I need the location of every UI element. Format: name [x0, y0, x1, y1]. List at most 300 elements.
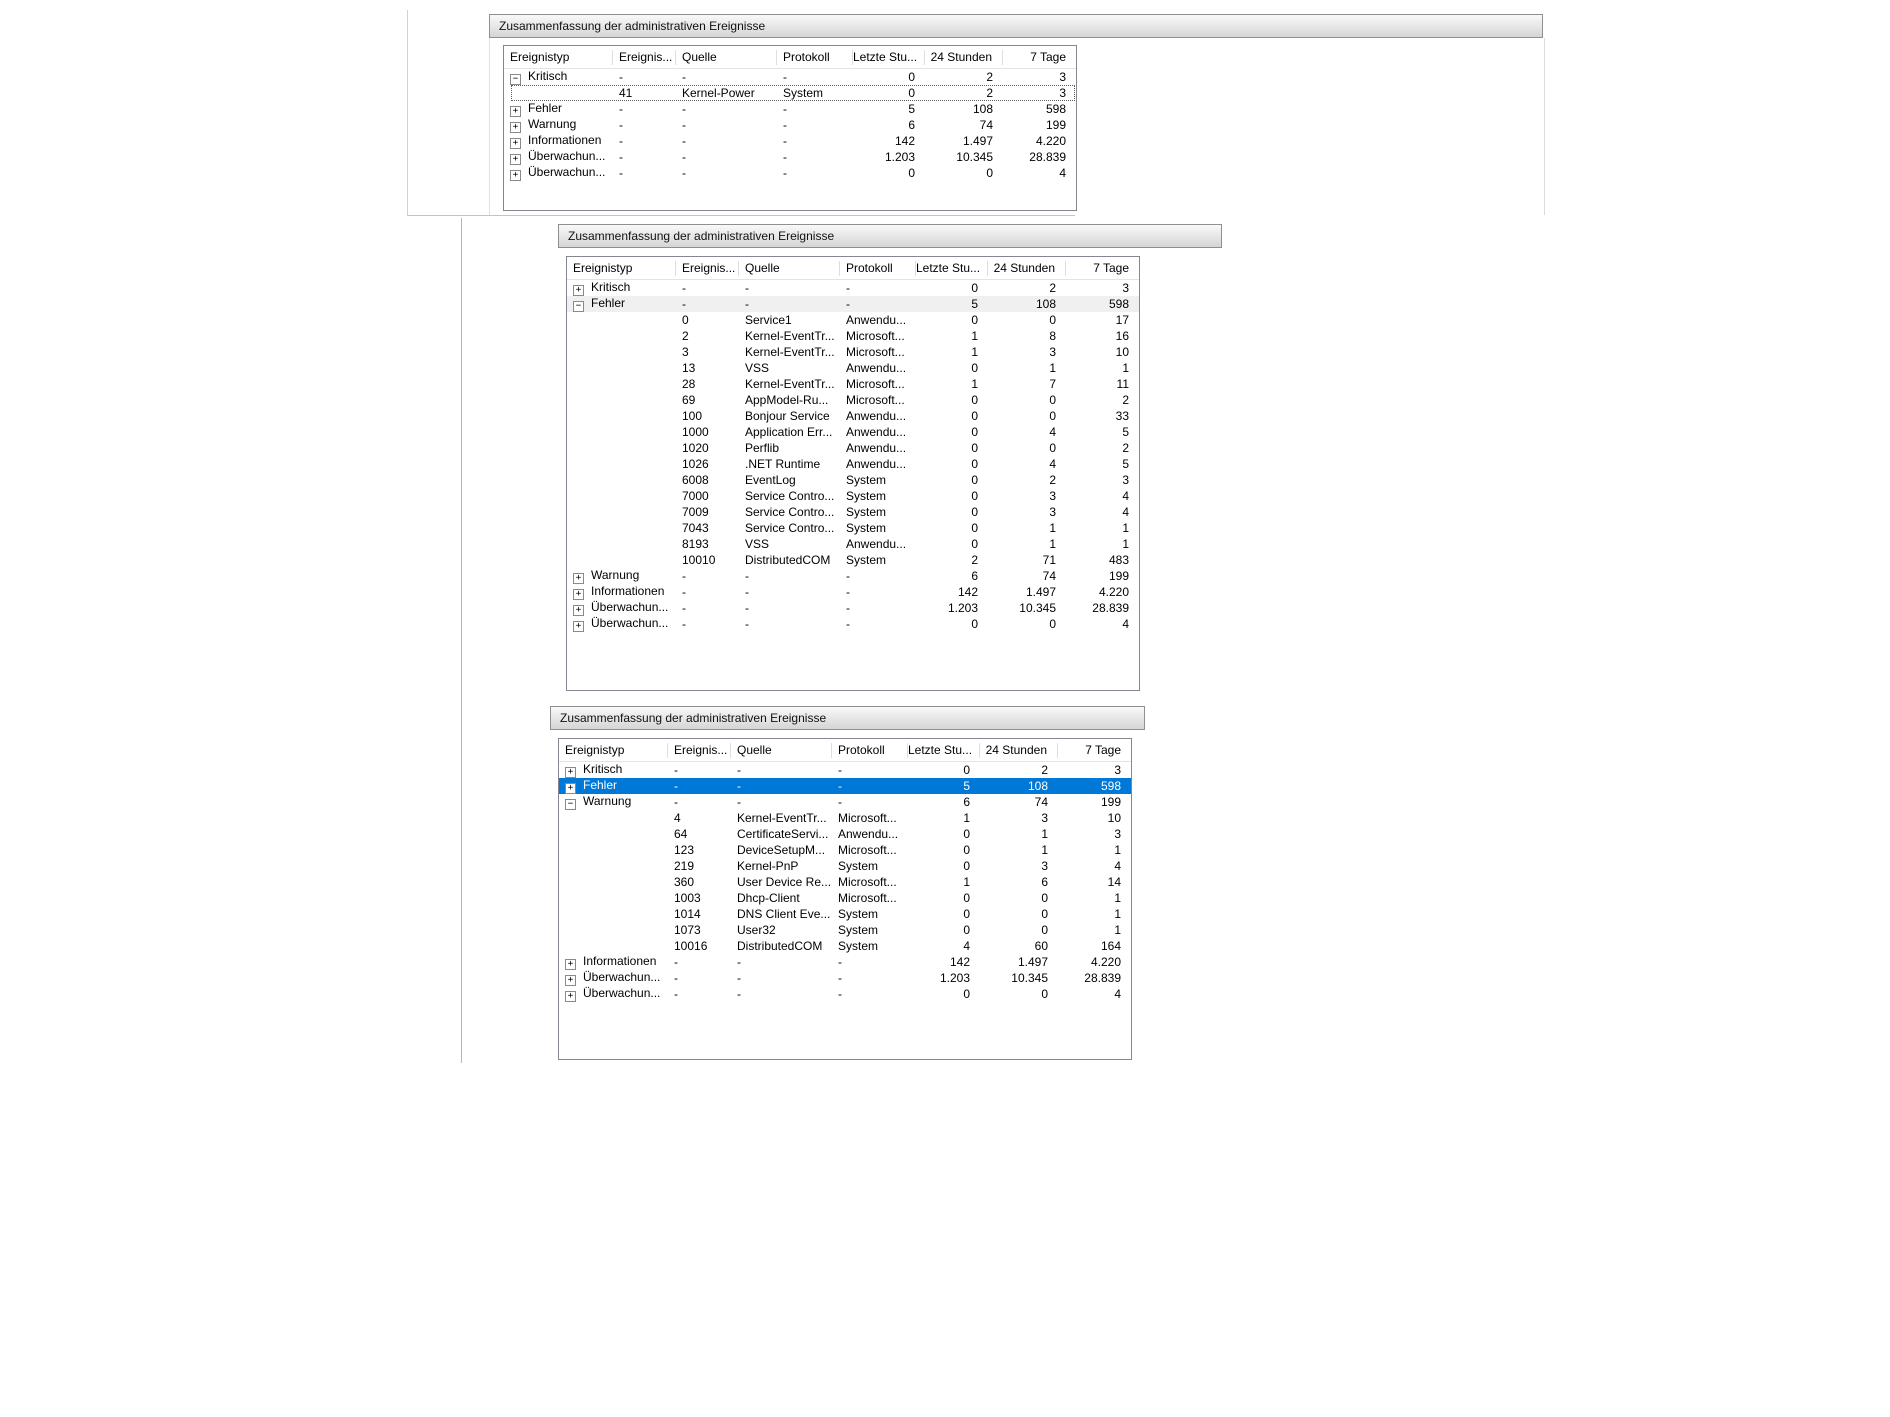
column-header-7-tage[interactable]: 7 Tage	[1085, 742, 1121, 757]
cell-quelle: -	[737, 795, 741, 809]
cell-7-tage: 28.839	[1092, 601, 1129, 615]
event-summary-table	[503, 45, 1077, 211]
cell-ereignis-id: -	[674, 955, 678, 969]
detail-row[interactable]	[559, 938, 1131, 954]
cell-quelle: AppModel-Ru...	[745, 393, 829, 407]
table-header	[504, 46, 1076, 69]
cell-ereignis-id: 100	[682, 409, 703, 423]
group-label: Überwachun...	[528, 165, 606, 179]
group-label: Überwachun...	[591, 600, 669, 614]
cell-letzte-stunde: 1	[963, 811, 970, 825]
cell-quelle: -	[682, 102, 686, 116]
cell-quelle: VSS	[745, 361, 770, 375]
cell-ereignistyp	[504, 133, 613, 149]
cell-protokoll: Microsoft...	[846, 345, 905, 359]
cell-24-stunden: 1	[1041, 843, 1048, 857]
cell-quelle: Kernel-Power	[682, 86, 755, 100]
cell-ereignis-id: 10016	[674, 939, 708, 953]
column-header-letzte-stunde[interactable]: Letzte Stu...	[908, 743, 980, 758]
cell-24-stunden: 0	[1049, 441, 1056, 455]
cell-24-stunden: 10.345	[956, 150, 993, 164]
cell-7-tage: 3	[1114, 763, 1121, 777]
cell-protokoll: Anwendu...	[846, 425, 907, 439]
cell-quelle: DistributedCOM	[745, 553, 831, 567]
cell-protokoll: System	[846, 521, 887, 535]
cell-ereignistyp	[504, 69, 613, 85]
detail-row[interactable]	[559, 874, 1131, 890]
cell-7-tage: 4	[1122, 617, 1129, 631]
cell-24-stunden: 3	[1049, 489, 1056, 503]
cell-ereignistyp	[504, 149, 613, 165]
cell-ereignis-id: 64	[674, 827, 688, 841]
group-row[interactable]	[504, 69, 1076, 85]
tree-expand-icon[interactable]: +	[565, 975, 576, 986]
group-label: Fehler	[583, 778, 618, 792]
group-row[interactable]	[559, 970, 1131, 986]
tree-collapse-icon[interactable]: −	[510, 74, 521, 85]
cell-7-tage: 28.839	[1029, 150, 1066, 164]
cell-letzte-stunde: 1	[963, 875, 970, 889]
tree-expand-icon[interactable]: +	[565, 991, 576, 1002]
cell-7-tage: 598	[1045, 102, 1066, 116]
window-edge-line	[461, 218, 462, 1063]
table-header	[559, 739, 1131, 762]
cell-quelle: DistributedCOM	[737, 939, 823, 953]
cell-quelle: CertificateServi...	[737, 827, 829, 841]
column-header-7-tage[interactable]: 7 Tage	[1030, 49, 1066, 64]
group-row[interactable]	[504, 165, 1076, 181]
group-row[interactable]	[504, 101, 1076, 117]
cell-24-stunden: 74	[1034, 795, 1048, 809]
cell-7-tage: 4	[1059, 166, 1066, 180]
cell-protokoll: Anwendu...	[846, 441, 907, 455]
column-header-protokoll[interactable]: Protokoll	[840, 261, 916, 276]
cell-letzte-stunde: 0	[971, 521, 978, 535]
group-label: Warnung	[583, 794, 632, 808]
detail-row[interactable]	[567, 520, 1139, 536]
cell-letzte-stunde: 142	[894, 134, 915, 148]
detail-row[interactable]	[559, 858, 1131, 874]
cell-7-tage: 1	[1114, 923, 1121, 937]
cell-24-stunden: 71	[1042, 553, 1056, 567]
cell-quelle: -	[737, 779, 741, 793]
cell-protokoll: -	[838, 763, 842, 777]
cell-7-tage: 3	[1122, 473, 1129, 487]
cell-quelle: User Device Re...	[737, 875, 832, 889]
cell-24-stunden: 0	[1041, 891, 1048, 905]
cell-7-tage: 199	[1100, 795, 1121, 809]
cell-ereignistyp	[567, 296, 676, 312]
detail-row[interactable]	[559, 922, 1131, 938]
tree-expand-icon[interactable]: +	[510, 106, 521, 117]
cell-quelle: Kernel-EventTr...	[737, 811, 827, 825]
tree-expand-icon[interactable]: +	[510, 138, 521, 149]
cell-7-tage: 1	[1122, 521, 1129, 535]
cell-protokoll: -	[783, 70, 787, 84]
cell-quelle: -	[682, 118, 686, 132]
cell-quelle: -	[682, 166, 686, 180]
cell-letzte-stunde: 0	[971, 409, 978, 423]
cell-ereignis-id: 69	[682, 393, 696, 407]
cell-letzte-stunde: 1	[971, 377, 978, 391]
detail-row[interactable]	[559, 890, 1131, 906]
cell-24-stunden: 1	[1049, 521, 1056, 535]
window-edge-line	[407, 215, 1075, 216]
group-label: Informationen	[591, 584, 665, 598]
cell-7-tage: 10	[1115, 345, 1129, 359]
column-header-ereignistyp[interactable]: Ereignistyp	[504, 50, 613, 65]
cell-ereignis-id: 1000	[682, 425, 709, 439]
cell-24-stunden: 3	[1049, 345, 1056, 359]
group-row[interactable]	[559, 794, 1131, 810]
table-body	[504, 69, 1076, 181]
tree-expand-icon[interactable]: +	[510, 122, 521, 133]
group-row[interactable]	[567, 584, 1139, 600]
cell-7-tage: 1	[1122, 361, 1129, 375]
cell-protokoll: Anwendu...	[838, 827, 899, 841]
group-row[interactable]	[504, 149, 1076, 165]
cell-quelle: -	[682, 134, 686, 148]
cell-quelle: -	[737, 763, 741, 777]
cell-ereignis-id: 10010	[682, 553, 716, 567]
cell-ereignistyp	[567, 280, 676, 296]
cell-quelle: -	[737, 971, 741, 985]
cell-24-stunden: 108	[1027, 779, 1048, 793]
detail-row[interactable]	[567, 552, 1139, 568]
cell-ereignis-id: -	[682, 585, 686, 599]
cell-24-stunden: 0	[1041, 923, 1048, 937]
cell-letzte-stunde: 5	[963, 779, 970, 793]
cell-protokoll: -	[846, 585, 850, 599]
cell-letzte-stunde: 1.203	[939, 971, 970, 985]
detail-row[interactable]	[567, 312, 1139, 328]
cell-protokoll: System	[846, 489, 887, 503]
column-header-24-stunden[interactable]: 24 Stunden	[988, 261, 1066, 276]
detail-row[interactable]	[567, 376, 1139, 392]
detail-row[interactable]	[567, 360, 1139, 376]
cell-protokoll: Anwendu...	[846, 537, 907, 551]
cell-7-tage: 199	[1045, 118, 1066, 132]
column-header-ereignistyp[interactable]: Ereignistyp	[567, 261, 676, 276]
cell-24-stunden: 2	[986, 70, 993, 84]
cell-7-tage: 5	[1122, 425, 1129, 439]
detail-row[interactable]	[567, 536, 1139, 552]
cell-24-stunden: 1.497	[962, 134, 993, 148]
detail-row[interactable]	[567, 392, 1139, 408]
cell-ereignis-id: -	[619, 70, 623, 84]
cell-quelle: Application Err...	[745, 425, 833, 439]
cell-letzte-stunde: 0	[908, 166, 915, 180]
cell-7-tage: 2	[1122, 393, 1129, 407]
cell-24-stunden: 10.345	[1019, 601, 1056, 615]
cell-protokoll: System	[783, 86, 824, 100]
cell-ereignis-id: 8193	[682, 537, 709, 551]
tree-expand-icon[interactable]: +	[565, 783, 576, 794]
tree-expand-icon[interactable]: +	[573, 573, 584, 584]
cell-ereignis-id: -	[674, 987, 678, 1001]
cell-letzte-stunde: 142	[949, 955, 970, 969]
cell-ereignis-id: -	[674, 779, 678, 793]
column-header-protokoll[interactable]: Protokoll	[777, 50, 853, 65]
cell-quelle: VSS	[745, 537, 770, 551]
cell-24-stunden: 1	[1041, 827, 1048, 841]
column-header-letzte-stunde[interactable]: Letzte Stu...	[853, 50, 925, 65]
detail-row[interactable]	[559, 826, 1131, 842]
table-body	[567, 280, 1139, 632]
cell-ereignis-id: 1073	[674, 923, 701, 937]
cell-ereignis-id: 2	[682, 329, 689, 343]
column-header-7-tage[interactable]: 7 Tage	[1093, 260, 1129, 275]
cell-ereignistyp	[567, 568, 676, 584]
cell-protokoll: -	[846, 601, 850, 615]
cell-7-tage: 1	[1114, 843, 1121, 857]
cell-7-tage: 1	[1114, 907, 1121, 921]
cell-7-tage: 2	[1122, 441, 1129, 455]
cell-letzte-stunde: 0	[971, 457, 978, 471]
cell-ereignistyp	[567, 616, 676, 632]
cell-7-tage: 3	[1059, 86, 1066, 100]
group-label: Fehler	[591, 296, 626, 310]
detail-row[interactable]	[567, 408, 1139, 424]
cell-ereignis-id: 6008	[682, 473, 709, 487]
tree-expand-icon[interactable]: +	[565, 959, 576, 970]
detail-row[interactable]	[567, 424, 1139, 440]
cell-7-tage: 5	[1122, 457, 1129, 471]
cell-7-tage: 4	[1114, 987, 1121, 1001]
cell-letzte-stunde: 0	[963, 763, 970, 777]
tree-expand-icon[interactable]: +	[573, 589, 584, 600]
cell-protokoll: -	[838, 971, 842, 985]
column-header-24-stunden[interactable]: 24 Stunden	[925, 50, 1003, 65]
cell-letzte-stunde: 0	[971, 361, 978, 375]
cell-letzte-stunde: 1	[971, 329, 978, 343]
column-header-letzte-stunde[interactable]: Letzte Stu...	[916, 261, 988, 276]
cell-letzte-stunde: 2	[971, 553, 978, 567]
cell-letzte-stunde: 0	[971, 617, 978, 631]
column-header-quelle[interactable]: Quelle	[731, 743, 832, 758]
group-label: Informationen	[583, 954, 657, 968]
cell-letzte-stunde: 0	[963, 923, 970, 937]
cell-ereignistyp	[504, 101, 613, 117]
cell-ereignistyp	[504, 165, 613, 181]
tree-expand-icon[interactable]: +	[565, 767, 576, 778]
cell-letzte-stunde: 6	[971, 569, 978, 583]
cell-letzte-stunde: 0	[971, 393, 978, 407]
group-row[interactable]	[559, 986, 1131, 1002]
cell-7-tage: 11	[1116, 377, 1129, 391]
cell-ereignistyp	[567, 584, 676, 600]
cell-quelle: Service Contro...	[745, 505, 835, 519]
group-label: Überwachun...	[528, 149, 606, 163]
tree-collapse-icon[interactable]: −	[573, 301, 584, 312]
cell-quelle: -	[745, 297, 749, 311]
column-header-quelle[interactable]: Quelle	[676, 50, 777, 65]
cell-letzte-stunde: 0	[908, 70, 915, 84]
cell-protokoll: System	[846, 553, 887, 567]
detail-row[interactable]	[504, 85, 1076, 101]
group-row[interactable]	[567, 296, 1139, 312]
panel-title: Zusammenfassung der administrativen Ereignisse	[558, 224, 1222, 248]
cell-24-stunden: 0	[1041, 987, 1048, 1001]
cell-7-tage: 3	[1122, 281, 1129, 295]
cell-letzte-stunde: 4	[963, 939, 970, 953]
cell-protokoll: -	[846, 617, 850, 631]
cell-7-tage: 199	[1108, 569, 1129, 583]
cell-ereignis-id: -	[682, 297, 686, 311]
tree-expand-icon[interactable]: +	[573, 621, 584, 632]
cell-24-stunden: 4	[1049, 457, 1056, 471]
cell-7-tage: 3	[1059, 70, 1066, 84]
cell-7-tage: 598	[1108, 297, 1129, 311]
cell-letzte-stunde: 1.203	[884, 150, 915, 164]
cell-7-tage: 28.839	[1084, 971, 1121, 985]
cell-quelle: Dhcp-Client	[737, 891, 800, 905]
detail-row[interactable]	[559, 810, 1131, 826]
cell-7-tage: 483	[1108, 553, 1129, 567]
cell-letzte-stunde: 0	[971, 489, 978, 503]
cell-ereignis-id: -	[682, 601, 686, 615]
cell-24-stunden: 1	[1049, 537, 1056, 551]
detail-row[interactable]	[567, 488, 1139, 504]
cell-quelle: -	[682, 70, 686, 84]
cell-24-stunden: 74	[979, 118, 993, 132]
cell-24-stunden: 2	[986, 86, 993, 100]
cell-ereignis-id: 7043	[682, 521, 709, 535]
cell-protokoll: System	[838, 939, 879, 953]
group-row[interactable]	[559, 778, 1131, 794]
cell-24-stunden: 2	[1049, 473, 1056, 487]
cell-letzte-stunde: 0	[971, 473, 978, 487]
event-summary-table	[566, 256, 1140, 691]
cell-ereignis-id: -	[682, 281, 686, 295]
cell-quelle: Service1	[745, 313, 792, 327]
cell-protokoll: Microsoft...	[838, 843, 897, 857]
window-edge-line	[407, 10, 408, 216]
cell-protokoll: Anwendu...	[846, 409, 907, 423]
detail-row[interactable]	[567, 344, 1139, 360]
detail-row[interactable]	[567, 440, 1139, 456]
group-row[interactable]	[567, 600, 1139, 616]
cell-7-tage: 4	[1122, 505, 1129, 519]
cell-24-stunden: 6	[1041, 875, 1048, 889]
cell-protokoll: System	[846, 473, 887, 487]
cell-ereignis-id: -	[674, 971, 678, 985]
cell-7-tage: 164	[1100, 939, 1121, 953]
cell-letzte-stunde: 0	[971, 537, 978, 551]
group-label: Überwachun...	[583, 986, 661, 1000]
column-header-24-stunden[interactable]: 24 Stunden	[980, 743, 1058, 758]
column-header-ereignis-id[interactable]: Ereignis...	[676, 261, 739, 276]
cell-protokoll: Anwendu...	[846, 313, 907, 327]
cell-quelle: -	[745, 585, 749, 599]
cell-ereignis-id: 28	[682, 377, 696, 391]
tree-expand-icon[interactable]: +	[573, 285, 584, 296]
cell-24-stunden: 74	[1042, 569, 1056, 583]
detail-row[interactable]	[567, 456, 1139, 472]
cell-ereignistyp	[567, 600, 676, 616]
detail-row[interactable]	[559, 906, 1131, 922]
cell-7-tage: 4	[1122, 489, 1129, 503]
group-label: Informationen	[528, 133, 602, 147]
cell-protokoll: System	[838, 907, 879, 921]
group-row[interactable]	[567, 280, 1139, 296]
cell-letzte-stunde: 0	[963, 907, 970, 921]
group-row[interactable]	[567, 616, 1139, 632]
cell-protokoll: -	[838, 795, 842, 809]
cell-ereignis-id: 7000	[682, 489, 709, 503]
cell-protokoll: -	[838, 955, 842, 969]
cell-protokoll: Microsoft...	[846, 329, 905, 343]
tree-expand-icon[interactable]: +	[510, 170, 521, 181]
cell-7-tage: 17	[1115, 313, 1129, 327]
table-body	[559, 762, 1131, 1002]
group-label: Kritisch	[591, 280, 631, 294]
group-row[interactable]	[559, 762, 1131, 778]
group-row[interactable]	[504, 133, 1076, 149]
cell-ereignis-id: 1026	[682, 457, 709, 471]
detail-row[interactable]	[559, 842, 1131, 858]
cell-protokoll: Microsoft...	[846, 377, 905, 391]
group-row[interactable]	[567, 568, 1139, 584]
cell-quelle: DeviceSetupM...	[737, 843, 826, 857]
detail-row[interactable]	[567, 472, 1139, 488]
tree-expand-icon[interactable]: +	[573, 605, 584, 616]
group-row[interactable]	[559, 954, 1131, 970]
group-label: Warnung	[528, 117, 577, 131]
cell-7-tage: 14	[1107, 875, 1121, 889]
cell-7-tage: 3	[1114, 827, 1121, 841]
cell-protokoll: Microsoft...	[838, 875, 897, 889]
cell-quelle: -	[737, 955, 741, 969]
cell-letzte-stunde: 0	[971, 281, 978, 295]
cell-protokoll: -	[783, 150, 787, 164]
cell-protokoll: -	[783, 166, 787, 180]
cell-ereignis-id: 219	[674, 859, 695, 873]
cell-protokoll: Microsoft...	[846, 393, 905, 407]
cell-24-stunden: 1.497	[1025, 585, 1056, 599]
cell-ereignis-id: 13	[682, 361, 696, 375]
cell-ereignis-id: -	[682, 569, 686, 583]
cell-quelle: User32	[737, 923, 776, 937]
cell-ereignistyp	[559, 778, 668, 794]
column-header-ereignis-id[interactable]: Ereignis...	[668, 743, 731, 758]
column-header-protokoll[interactable]: Protokoll	[832, 743, 908, 758]
detail-row[interactable]	[567, 328, 1139, 344]
cell-quelle: Kernel-EventTr...	[745, 345, 835, 359]
cell-24-stunden: 7	[1049, 377, 1056, 391]
cell-24-stunden: 0	[1041, 907, 1048, 921]
detail-row[interactable]	[567, 504, 1139, 520]
column-header-ereignistyp[interactable]: Ereignistyp	[559, 743, 668, 758]
column-header-ereignis-id[interactable]: Ereignis...	[613, 50, 676, 65]
tree-collapse-icon[interactable]: −	[565, 799, 576, 810]
cell-letzte-stunde: 1.203	[947, 601, 978, 615]
group-row[interactable]	[504, 117, 1076, 133]
cell-ereignis-id: 1020	[682, 441, 709, 455]
cell-letzte-stunde: 0	[963, 859, 970, 873]
cell-ereignis-id: -	[619, 118, 623, 132]
cell-24-stunden: 0	[986, 166, 993, 180]
cell-letzte-stunde: 5	[971, 297, 978, 311]
cell-ereignis-id: 3	[682, 345, 689, 359]
cell-24-stunden: 1	[1049, 361, 1056, 375]
cell-letzte-stunde: 0	[971, 313, 978, 327]
cell-24-stunden: 60	[1034, 939, 1048, 953]
cell-protokoll: -	[783, 102, 787, 116]
tree-expand-icon[interactable]: +	[510, 154, 521, 165]
column-header-quelle[interactable]: Quelle	[739, 261, 840, 276]
cell-24-stunden: 4	[1049, 425, 1056, 439]
